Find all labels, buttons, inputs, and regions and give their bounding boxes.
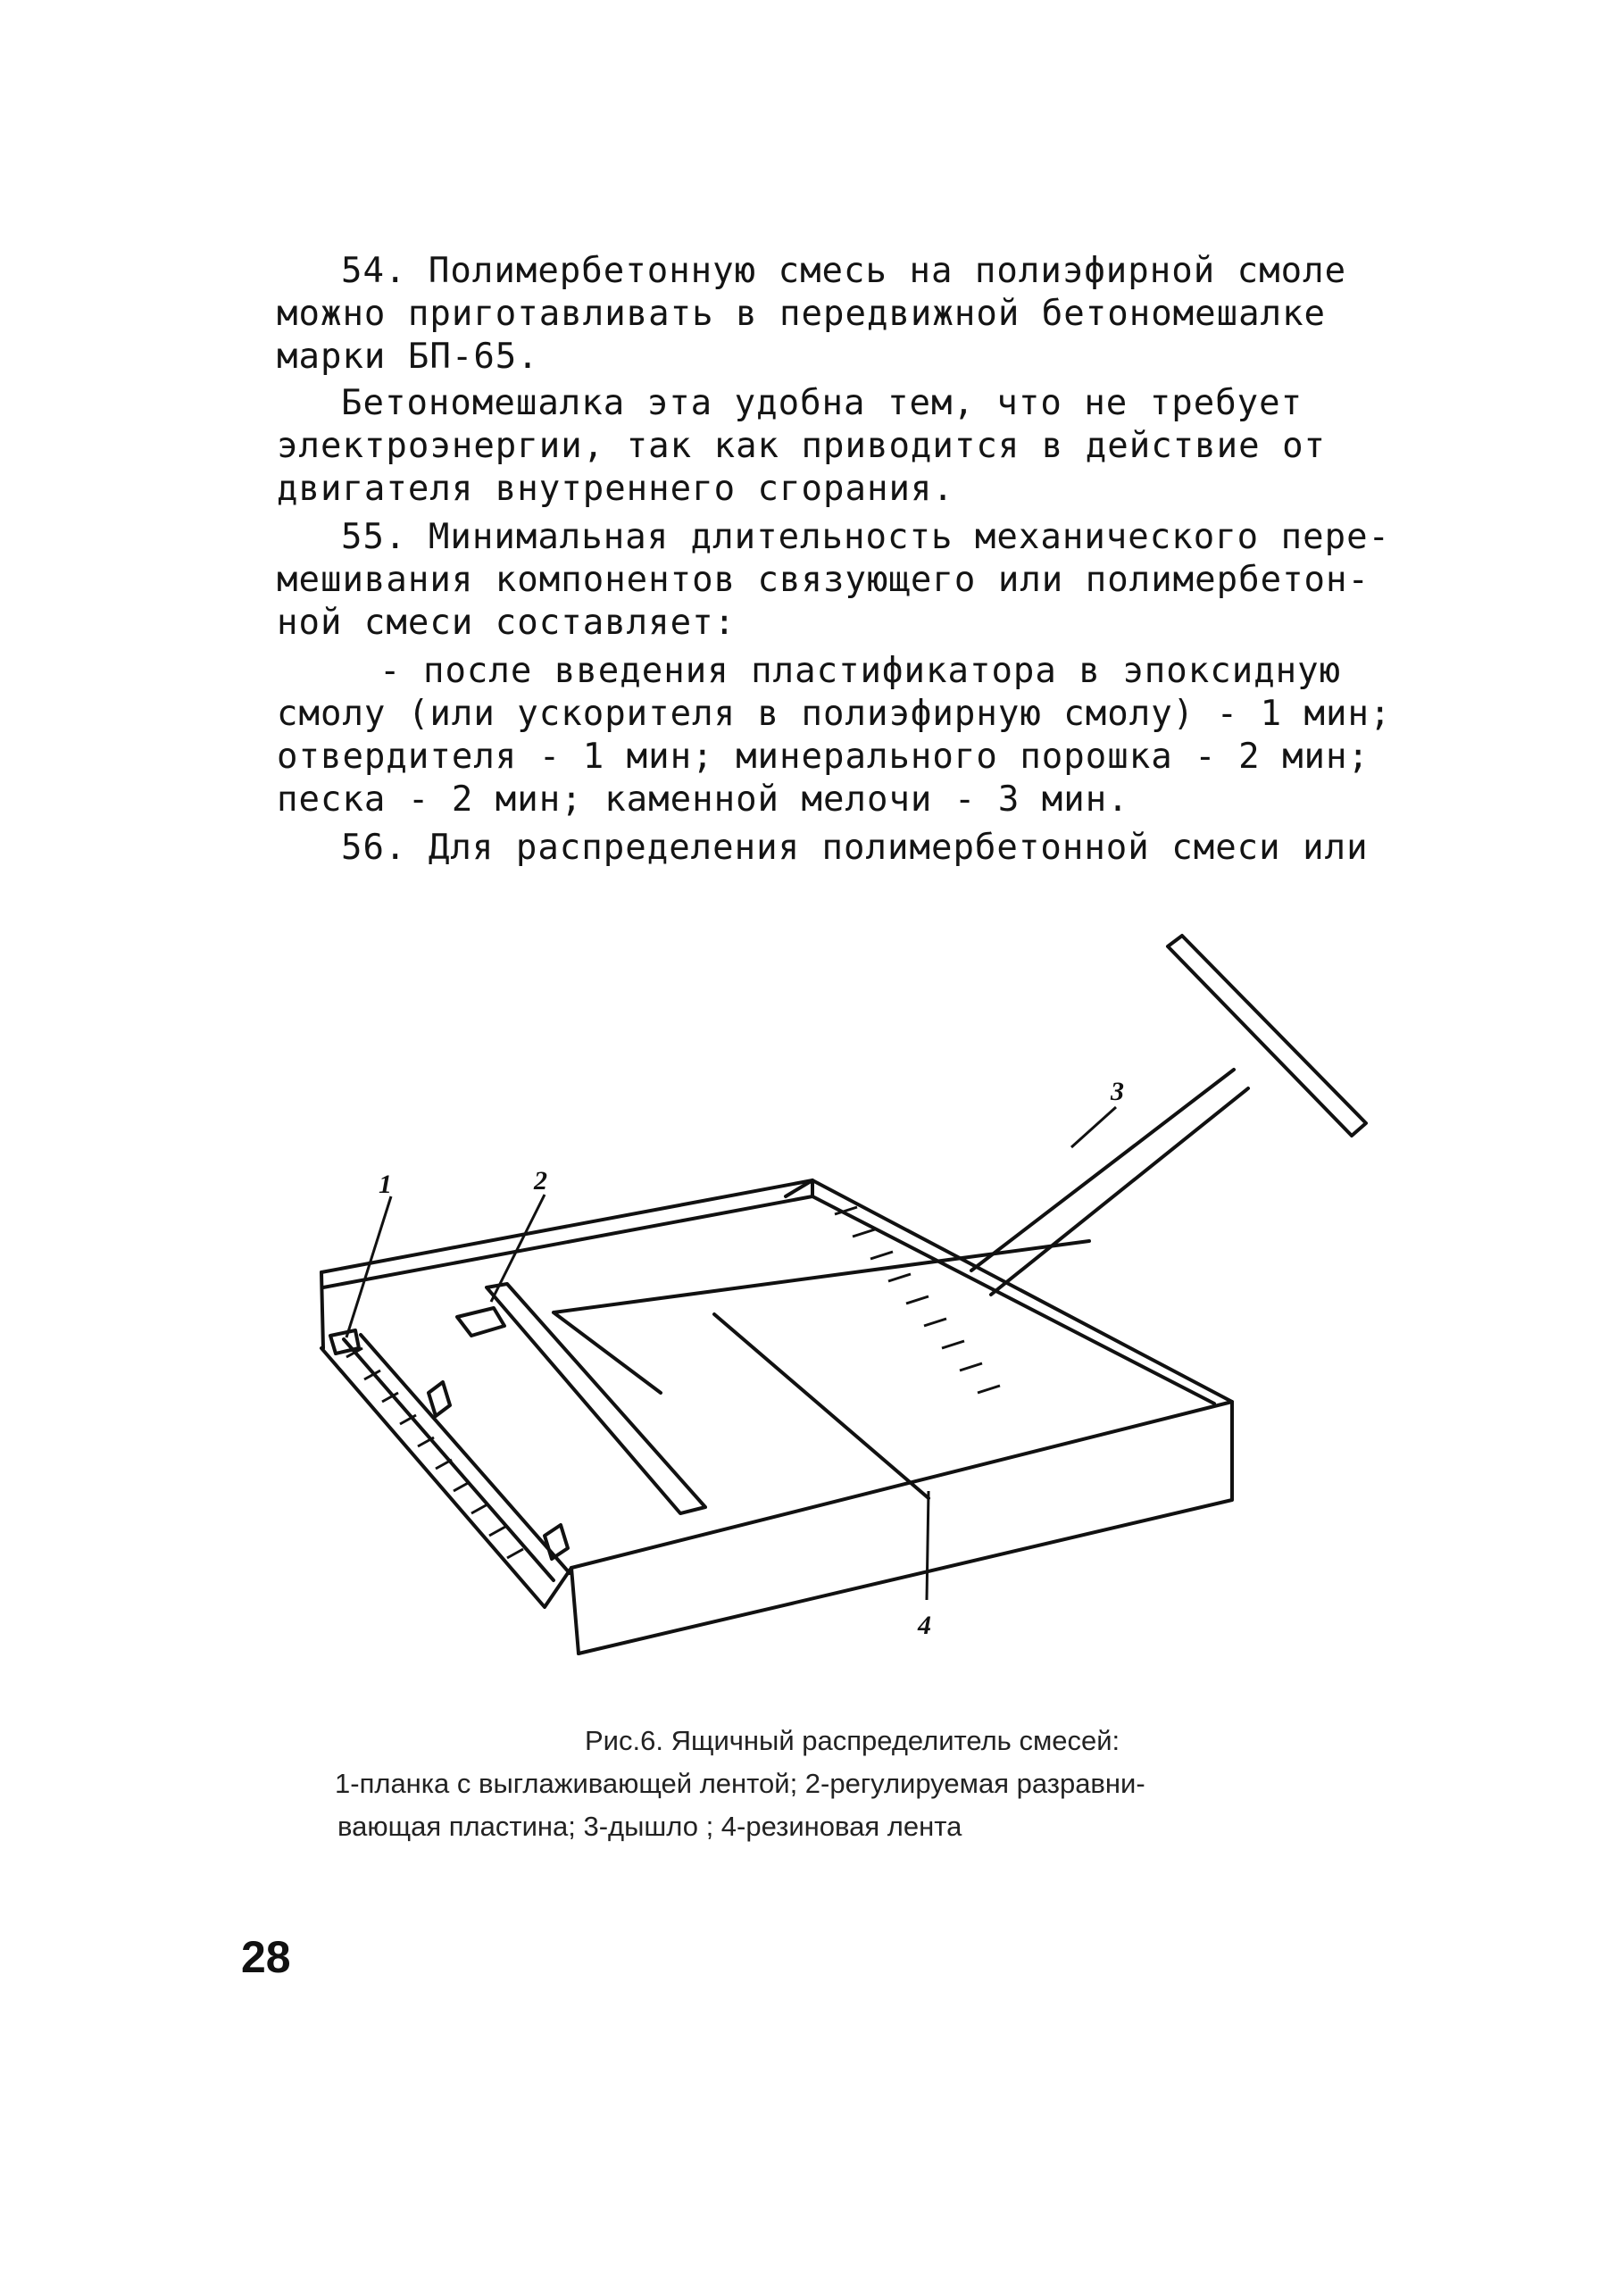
clamp: [429, 1382, 568, 1559]
figure-caption-line-3: вающая пластина; 3-дышло ; 4-резиновая лента: [337, 1811, 962, 1842]
leveling-plate: [487, 1284, 705, 1513]
box-front-wall: [571, 1402, 1232, 1654]
drawbar-handle: [971, 1070, 1248, 1295]
list-item-line-4: песка - 2 мин; каменной мелочи - 3 мин.: [277, 779, 1129, 820]
label-4: 4: [918, 1611, 931, 1640]
figure-caption-line-2: 1-планка с выглаживающей лентой; 2-регулируемая разравни-: [335, 1768, 1145, 1799]
box-back-wall: [321, 1180, 812, 1287]
list-item-line-3: отвердителя - 1 мин; минерального порошка - 2 мин;: [277, 737, 1370, 777]
leader-line-3: [1071, 1107, 1116, 1147]
figure-caption-line-1: Рис.6. Ящичный распределитель смесей:: [585, 1725, 1120, 1756]
paragraph-mixer-line-1: Бетономешалка эта удобна тем, что не требует: [341, 383, 1303, 423]
box-distributor-drawing: [286, 929, 1411, 1679]
leveling-plate-bracket: [457, 1308, 504, 1336]
paragraph-mixer-line-2: электроэнергии, так как приводится в действие от: [277, 426, 1327, 466]
box-front-left-edge: [321, 1348, 579, 1654]
list-item-line-2: смолу (или ускорителя в полиэфирную смолу) - 1 мин;: [277, 694, 1392, 734]
label-3: 3: [1111, 1077, 1124, 1106]
paragraph-55-line-3: ной смеси составляет:: [277, 603, 737, 643]
paragraph-55-line-1: 55. Минимальная длительность механического пере-: [341, 517, 1391, 557]
paragraph-54-line-3: марки БП-65.: [277, 337, 539, 377]
page-number: 28: [241, 1932, 291, 1982]
paragraph-mixer-line-3: двигателя внутреннего сгорания.: [277, 469, 954, 509]
label-1: 1: [379, 1170, 392, 1199]
box-left-end: [321, 1272, 323, 1348]
paragraph-56-line-1: 56. Для распределения полимербетонной смеси или: [341, 828, 1369, 868]
leader-line-4: [927, 1491, 929, 1600]
drawbar-crossbar: [1168, 936, 1366, 1136]
paragraph-54-line-1: 54. Полимербетонную смесь на полиэфирной смоле: [341, 251, 1347, 291]
paragraph-54-line-2: можно приготавливать в передвижной бетономешалке: [277, 294, 1327, 334]
paragraph-55-line-2: мешивания компонентов связующего или полимербетон-: [277, 560, 1370, 600]
box-right-wall: [786, 1180, 1232, 1404]
list-item-line-1: - после введения пластификатора в эпоксидную: [379, 651, 1342, 691]
label-2: 2: [534, 1166, 547, 1195]
